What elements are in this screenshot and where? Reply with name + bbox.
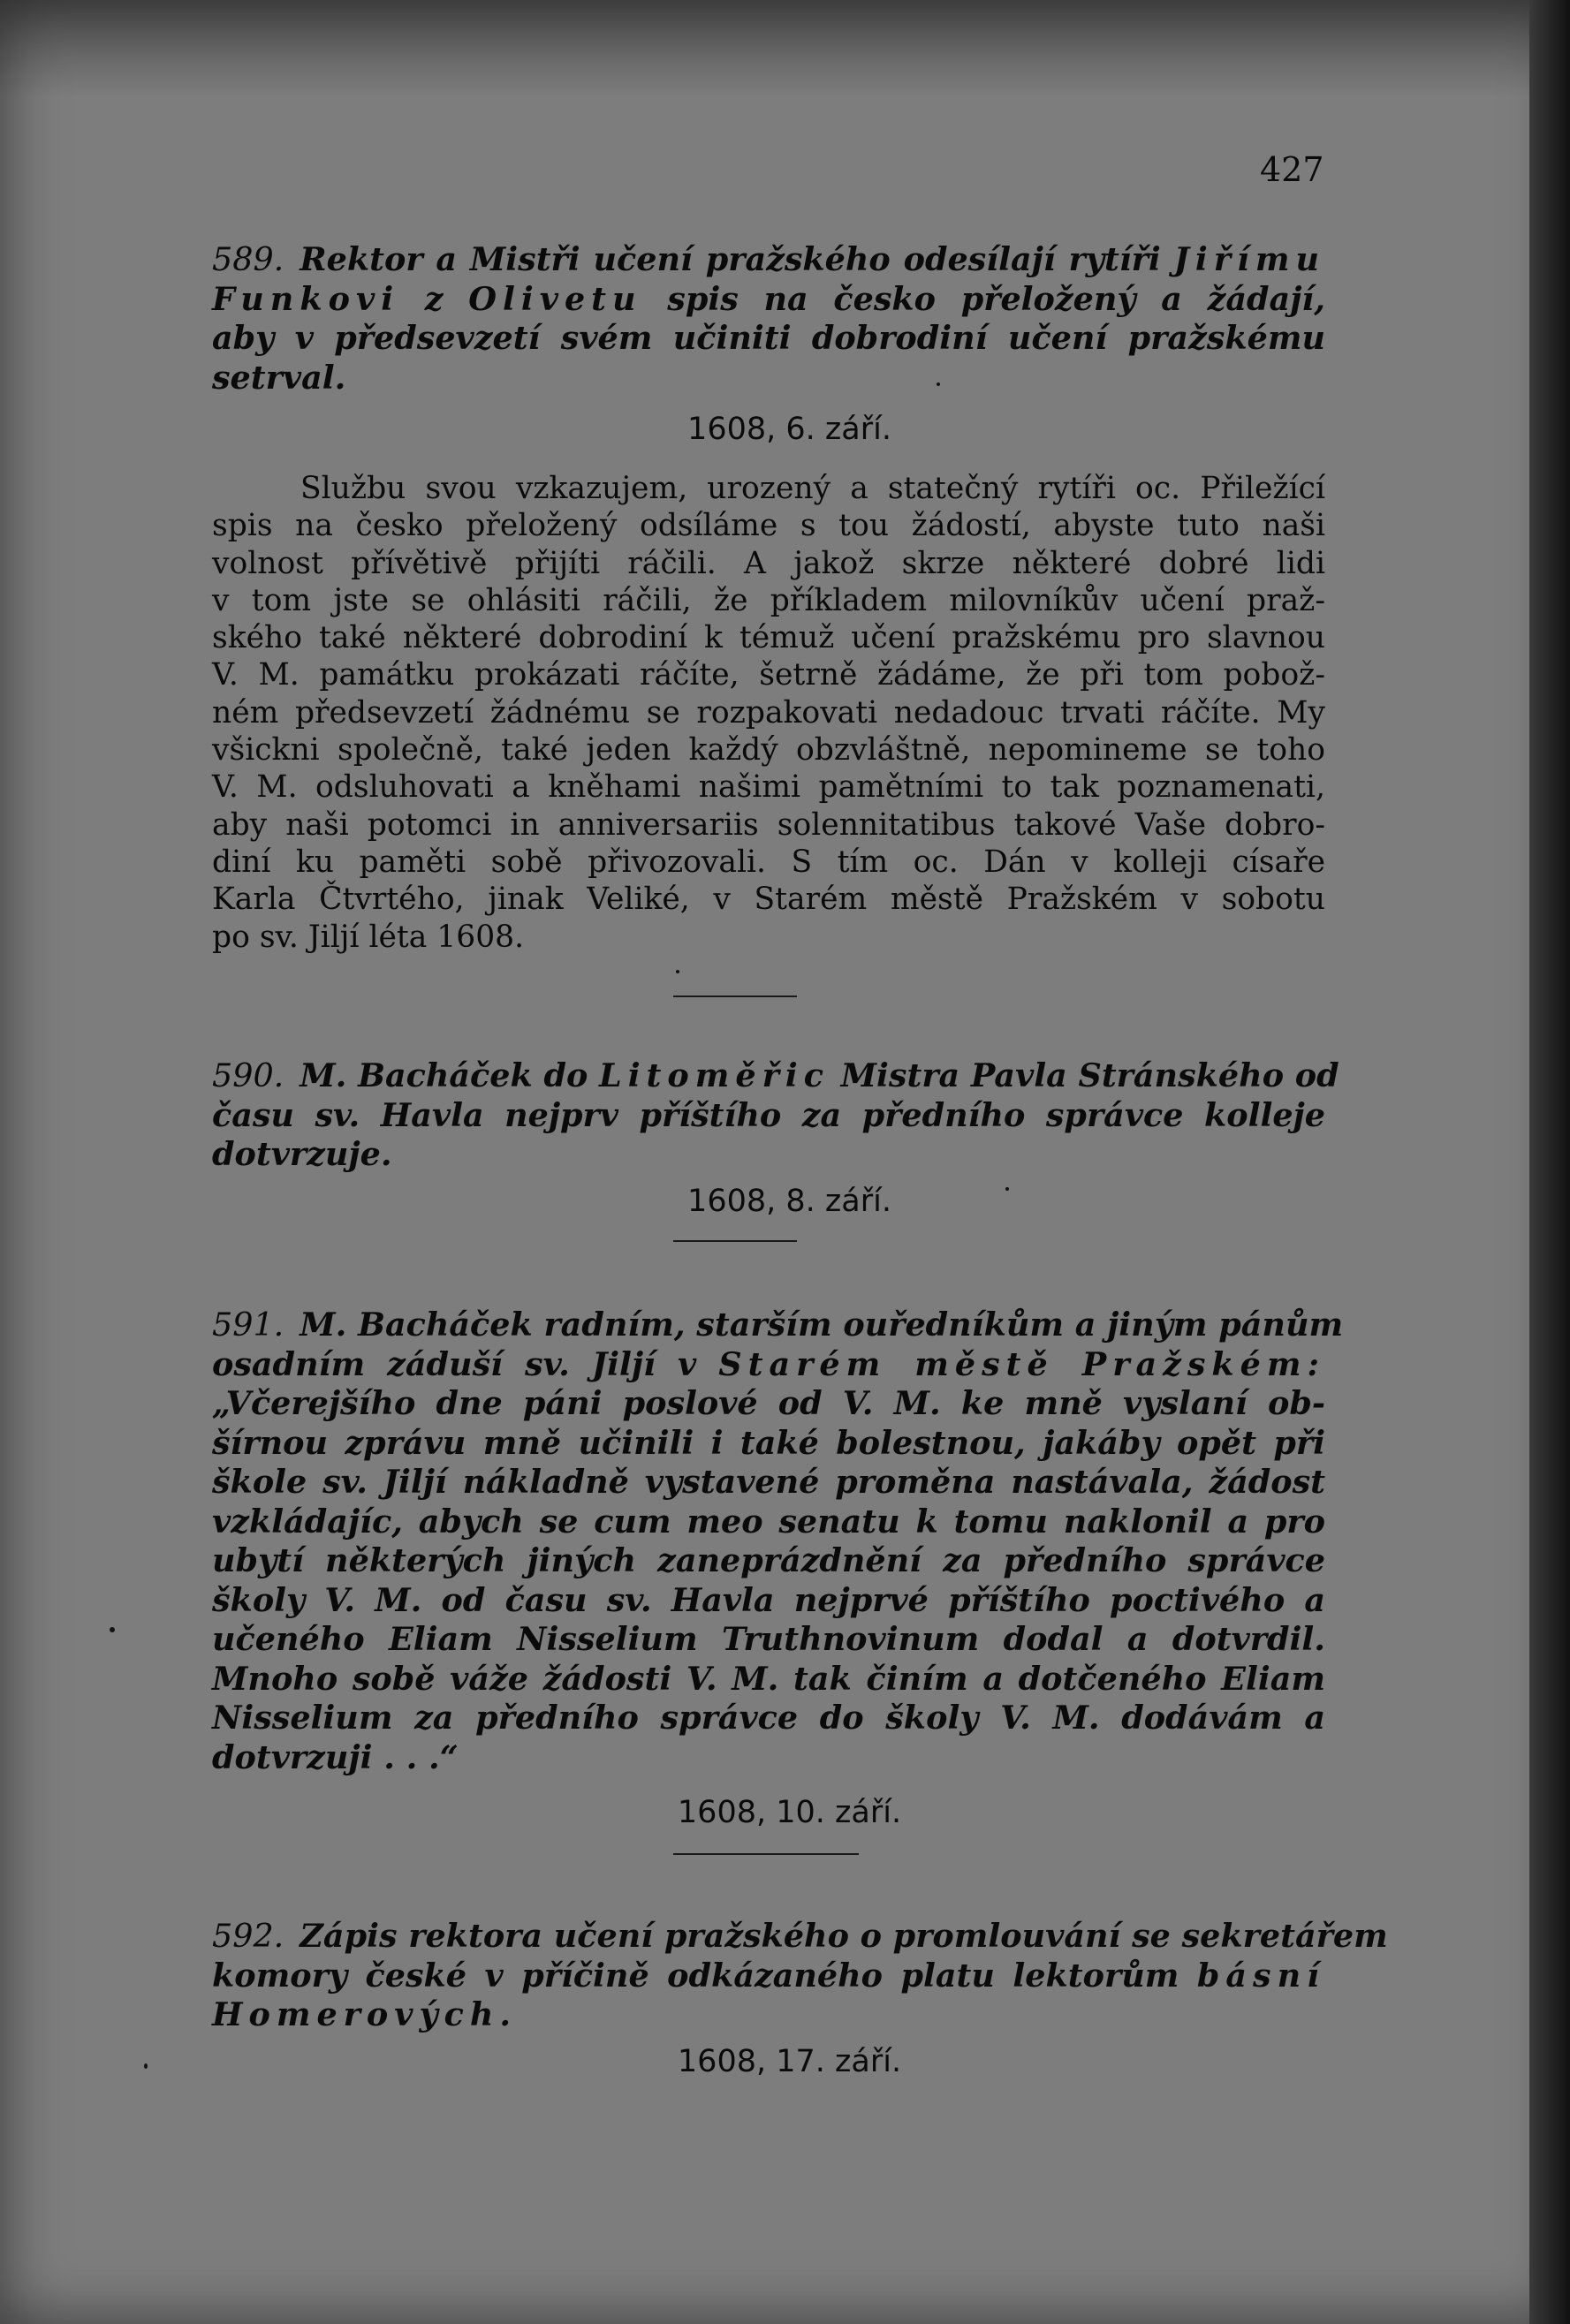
scan-speck xyxy=(110,1627,115,1632)
page-top-shadow xyxy=(0,0,1570,97)
entry-590-date: 1608, 8. září. xyxy=(687,1184,891,1219)
text-line: volnost přívětivě přijíti ráčili. A jakož skrze některé dobré lidi xyxy=(212,545,1325,581)
scan-speck xyxy=(937,382,940,386)
text-line: spis na česko přeložený odsíláme s tou žádostí, abyste tuto naši xyxy=(212,508,1325,544)
text-line: ném předsevzetí žádnému se rozpakovati nedadouc trvati ráčíte. My xyxy=(212,694,1325,731)
entry-589-date: 1608, 6. září. xyxy=(687,412,891,447)
text-line: po sv. Jiljí léta 1608. xyxy=(212,919,525,955)
entry-590-heading: 590. M. Bacháček do Litoměřic Mistra Pavla Stránského od času sv. Havla nejprv příštího za předního správce kolleje dotvrzuje. xyxy=(212,1056,1339,1173)
text-line: aby naši potomci in anniversariis solennitatibus takové Vaše dobro- xyxy=(212,806,1325,843)
entry-589-heading: 589. Rektor a Mistři učení pražského odesílají rytíři Jiřímu Funkovi z Olivetu spis na česko přeložený a žádají, aby v předsevzetí svém učiniti dobrodiní učení pražskému setrval. xyxy=(212,240,1325,397)
entry-592-heading: 592. Zápis rektora učení pražského o promlouvání se sekretářem komory české v příčině odkázaného platu lektorům básní Homerových. xyxy=(212,1917,1388,2033)
section-divider xyxy=(673,1240,797,1242)
scan-speck xyxy=(676,970,679,973)
entry-591-heading: 591. M. Bacháček radním, starším ouředníkům a jiným pánům osadním záduší sv. Jiljí v Starém městě Pražském: „Včerejšího dne páni poslové od V. M. ke mně vyslaní ob- šírnou zprávu mně učinili i také bolestnou, jakáby opět při škole sv. Jiljí nákladně vystavené proměna nastávala, žádost vzkládajíc, abych se cum meo senatu k tomu naklonil a pro ubytí některých jiných zaneprázdnění za předního správce školy V. M. od času sv. Havla nejprvé příštího poctivého a učeného Eliam Nisselium Truthnovinum dodal a dotvrdil. Mnoho sobě váže žádosti V. M. tak činím a dotčeného Eliam Nisselium za předního správce do školy V. M. dodávám a dotvrzuji . . .“ xyxy=(212,1306,1344,1776)
text-line: v tom jste se ohlásiti ráčili, že příkladem milovníkův učení praž- xyxy=(212,582,1325,618)
text-line: Službu svou vzkazujem, urozený a statečný rytíři oc. Přiležící xyxy=(300,471,1325,506)
text-line: V. M. odsluhovati a kněhami našimi pamětními to tak poznamenati, xyxy=(212,769,1325,806)
text-line: diní ku paměti sobě přivozovali. S tím oc. Dán v kolleji císaře xyxy=(212,844,1325,880)
section-divider xyxy=(673,1853,859,1855)
entry-592-number: 592. xyxy=(212,1917,284,1955)
entry-589-body xyxy=(212,470,1325,956)
scan-speck xyxy=(1005,1187,1009,1191)
scan-speck xyxy=(144,2063,148,2069)
section-divider xyxy=(673,995,797,997)
text-line: všickni společně, také jeden každý obzvláštně, nepomineme se toho xyxy=(212,732,1325,768)
text-line: ského také některé dobrodiní k témuž učení pražskému pro slavnou xyxy=(212,620,1325,656)
entry-591-date: 1608, 10. září. xyxy=(677,1795,902,1830)
entry-589-number: 589. xyxy=(212,240,284,278)
text-line: V. M. památku prokázati ráčíte, šetrně žádáme, že při tom pobož- xyxy=(212,657,1325,693)
page-binding-edge xyxy=(1529,0,1570,2324)
entry-592-date: 1608, 17. září. xyxy=(677,2044,902,2079)
text-line: Karla Čtvrtého, jinak Veliké, v Starém městě Pražském v sobotu xyxy=(212,882,1325,918)
entry-590-number: 590. xyxy=(212,1056,284,1094)
page-number: 427 xyxy=(1260,150,1324,189)
entry-591-number: 591. xyxy=(212,1306,284,1344)
